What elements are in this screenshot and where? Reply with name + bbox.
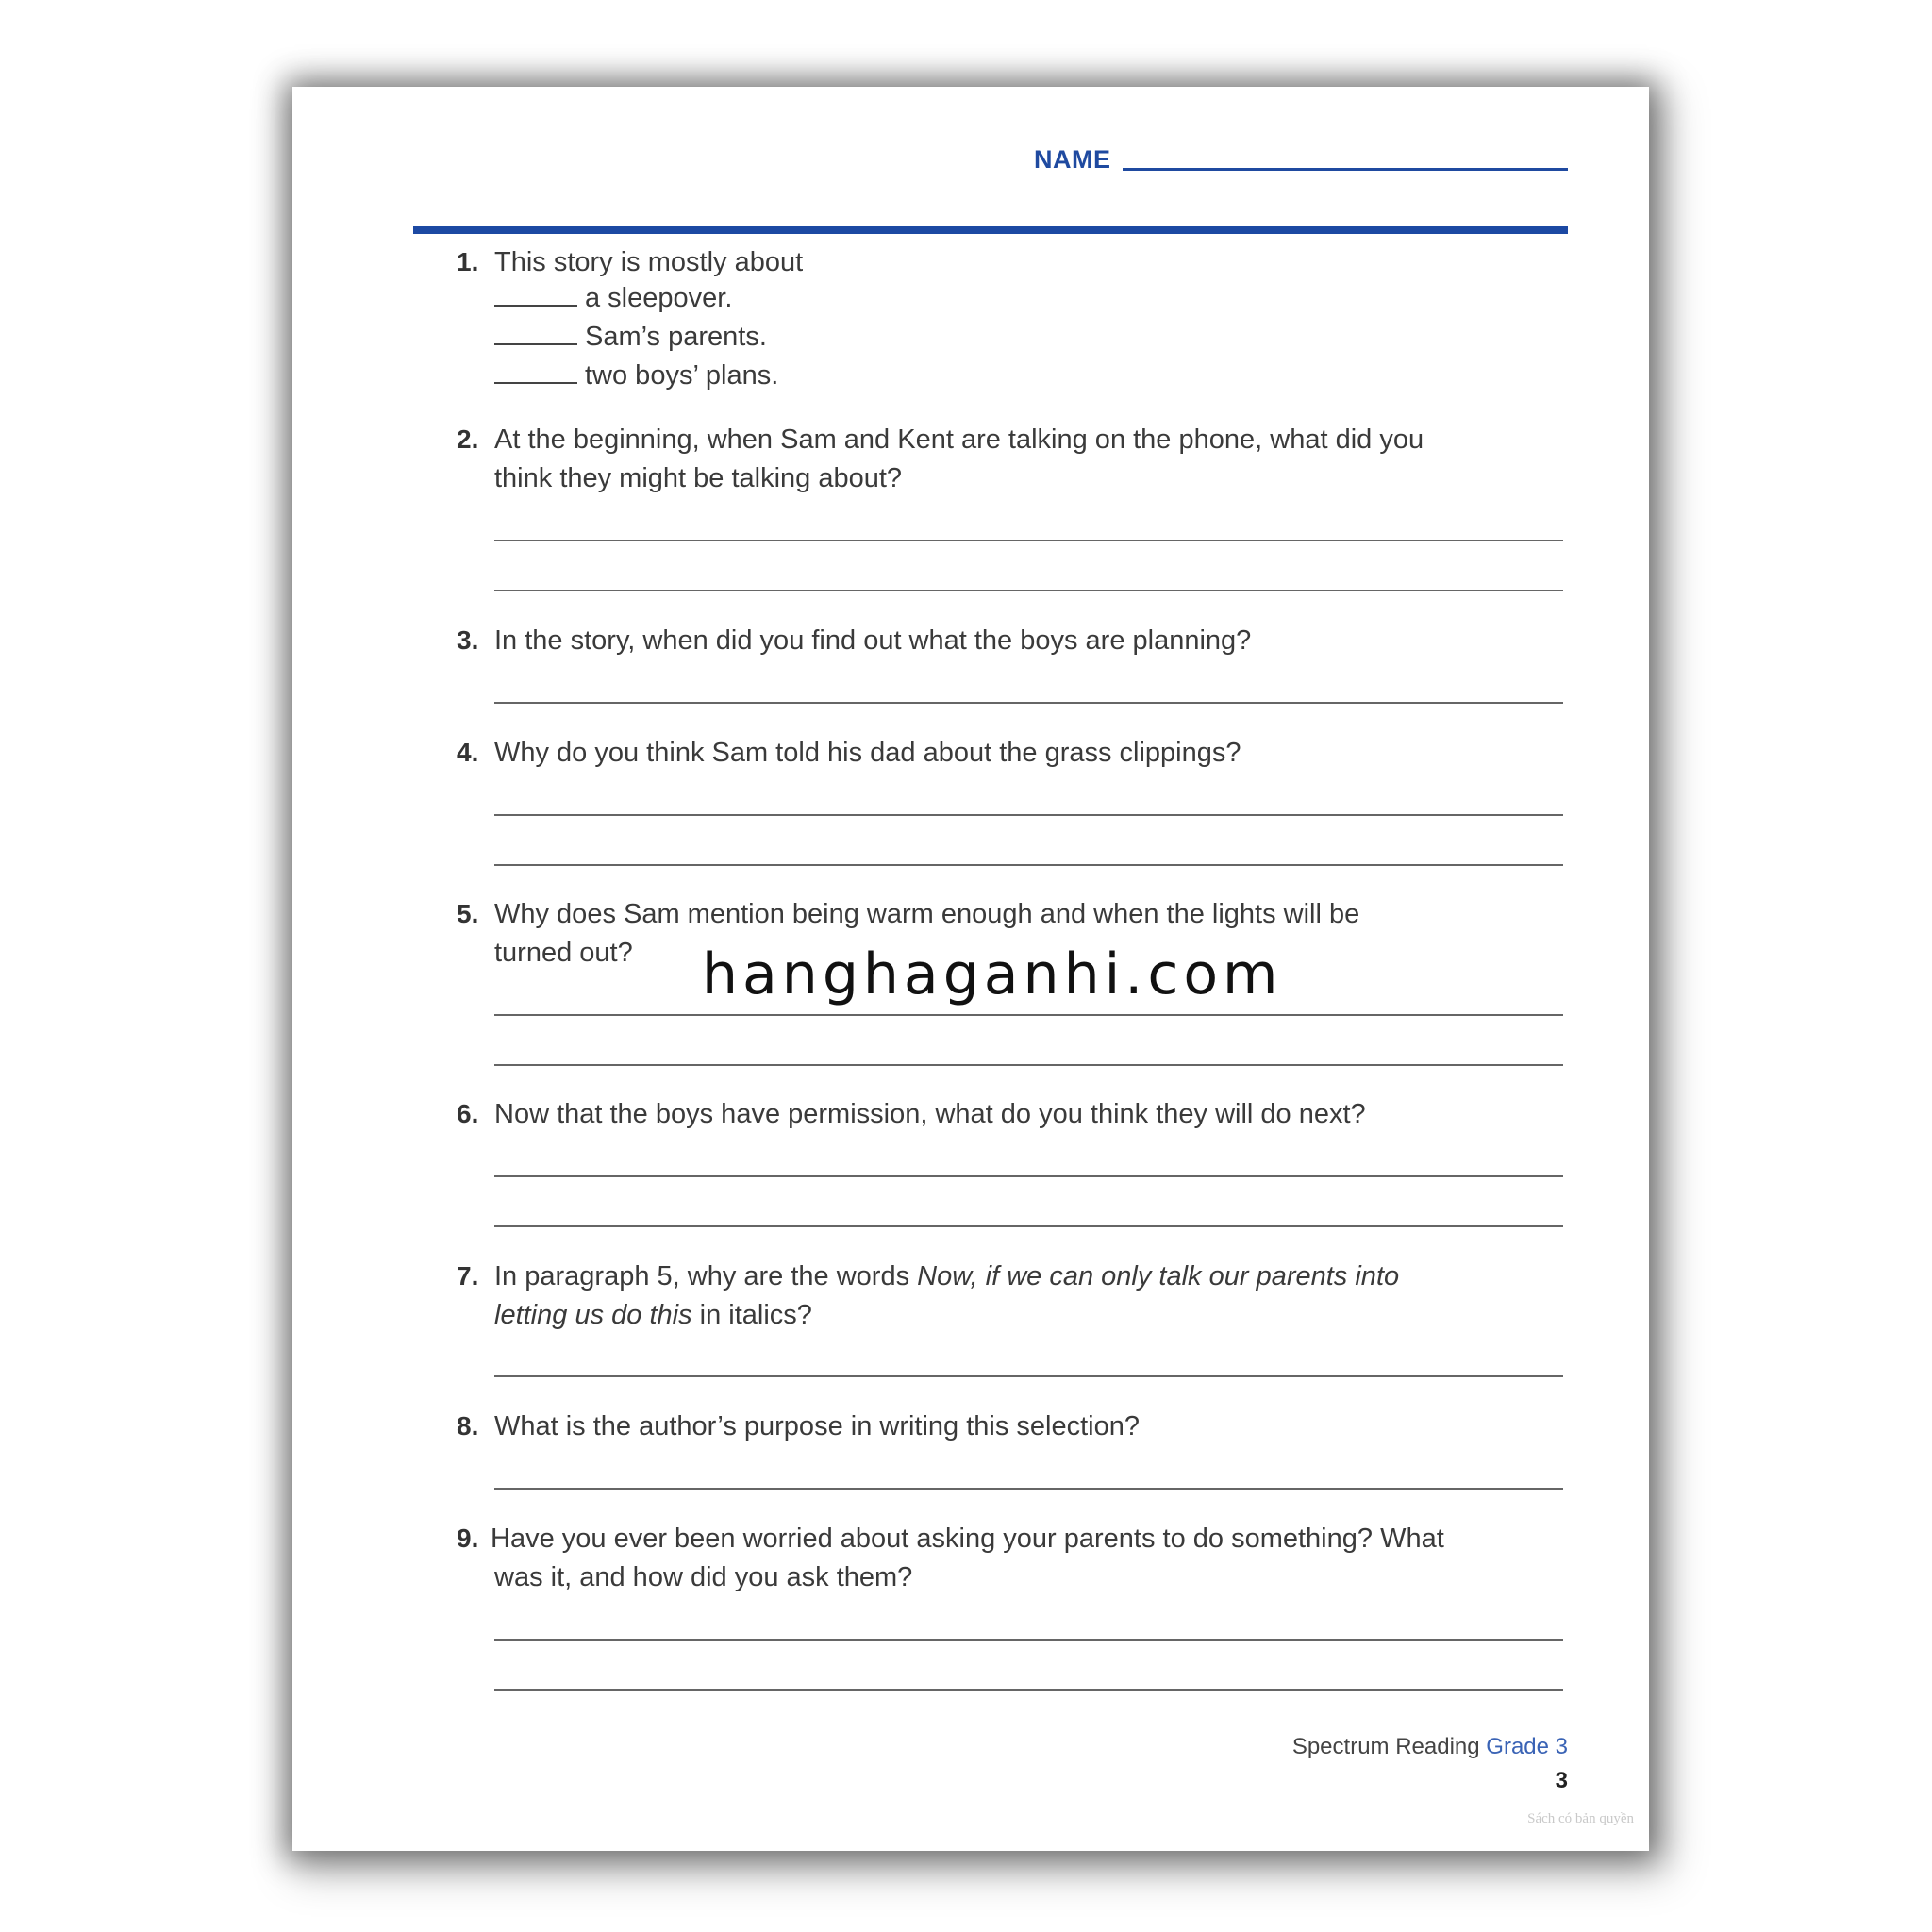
answer-line[interactable] xyxy=(494,540,1563,541)
question-number: 1. xyxy=(457,247,479,276)
question-number: 2. xyxy=(457,425,479,454)
answer-line[interactable] xyxy=(494,1175,1563,1177)
header-divider xyxy=(413,226,1568,234)
question-number: 9. xyxy=(457,1524,479,1553)
name-input-line[interactable] xyxy=(1123,168,1568,171)
option-2[interactable] xyxy=(494,322,767,353)
option-label: two boys’ plans. xyxy=(585,360,779,391)
grade-label: Grade 3 xyxy=(1486,1734,1568,1759)
question-text-line1: At the beginning, when Sam and Kent are talking on the phone, what did you xyxy=(494,425,1424,455)
question-number: 3. xyxy=(457,625,479,655)
question-text: This story is mostly about xyxy=(494,247,804,277)
question-number: 4. xyxy=(457,738,479,767)
question-text-line2 xyxy=(494,1296,1570,1335)
name-label: NAME xyxy=(1034,145,1111,174)
text-italic: Now, if we can only talk our parents into xyxy=(917,1261,1400,1291)
answer-line[interactable] xyxy=(494,1639,1563,1641)
text-plain: In paragraph 5, why are the words xyxy=(494,1261,918,1291)
answer-line[interactable] xyxy=(494,1064,1563,1066)
question-text: What is the author’s purpose in writing this selection? xyxy=(494,1411,1141,1441)
option-label: a sleepover. xyxy=(585,283,733,313)
footer-title xyxy=(1292,1734,1568,1760)
answer-line[interactable] xyxy=(494,864,1563,866)
option-blank[interactable] xyxy=(494,361,577,384)
series-name: Spectrum Reading xyxy=(1291,1734,1487,1759)
question-text: Why do you think Sam told his dad about the grass clippings? xyxy=(494,738,1241,768)
option-label: Sam’s parents. xyxy=(585,322,767,352)
page-number: 3 xyxy=(1555,1768,1568,1793)
option-blank[interactable] xyxy=(494,284,577,307)
answer-line[interactable] xyxy=(494,590,1563,591)
answer-line[interactable] xyxy=(494,1488,1563,1490)
text-italic: letting us do this xyxy=(494,1300,692,1330)
text-plain: in italics? xyxy=(691,1300,812,1330)
question-text-line2: think they might be talking about? xyxy=(494,463,903,493)
question-text: In the story, when did you find out what the boys are planning? xyxy=(494,625,1252,656)
question-text-line1: Why does Sam mention being warm enough and when the lights will be xyxy=(494,899,1360,929)
worksheet-page xyxy=(292,87,1649,1851)
question-text-line2: was it, and how did you ask them? xyxy=(494,1562,913,1592)
answer-line[interactable] xyxy=(494,1014,1563,1016)
watermark-text: hanghaganhi.com xyxy=(702,941,1283,1008)
answer-line[interactable] xyxy=(494,1375,1563,1377)
question-number: 8. xyxy=(457,1411,479,1441)
question-text: Now that the boys have permission, what do you think they will do next? xyxy=(494,1099,1366,1129)
option-3[interactable] xyxy=(494,360,778,391)
answer-line[interactable] xyxy=(494,702,1563,704)
answer-line[interactable] xyxy=(494,1225,1563,1227)
question-number: 5. xyxy=(457,899,479,928)
option-1[interactable] xyxy=(494,283,732,314)
option-blank[interactable] xyxy=(494,323,577,345)
question-text-line2: turned out? xyxy=(494,938,633,968)
question-text-line1 xyxy=(494,1257,1570,1296)
answer-line[interactable] xyxy=(494,1689,1563,1690)
question-number: 7. xyxy=(457,1261,479,1291)
copyright-note: Sách có bản quyền xyxy=(1527,1811,1634,1826)
answer-line[interactable] xyxy=(494,814,1563,816)
question-number: 6. xyxy=(457,1099,479,1128)
question-text-line1: Have you ever been worried about asking your parents to do something? What xyxy=(491,1524,1444,1554)
